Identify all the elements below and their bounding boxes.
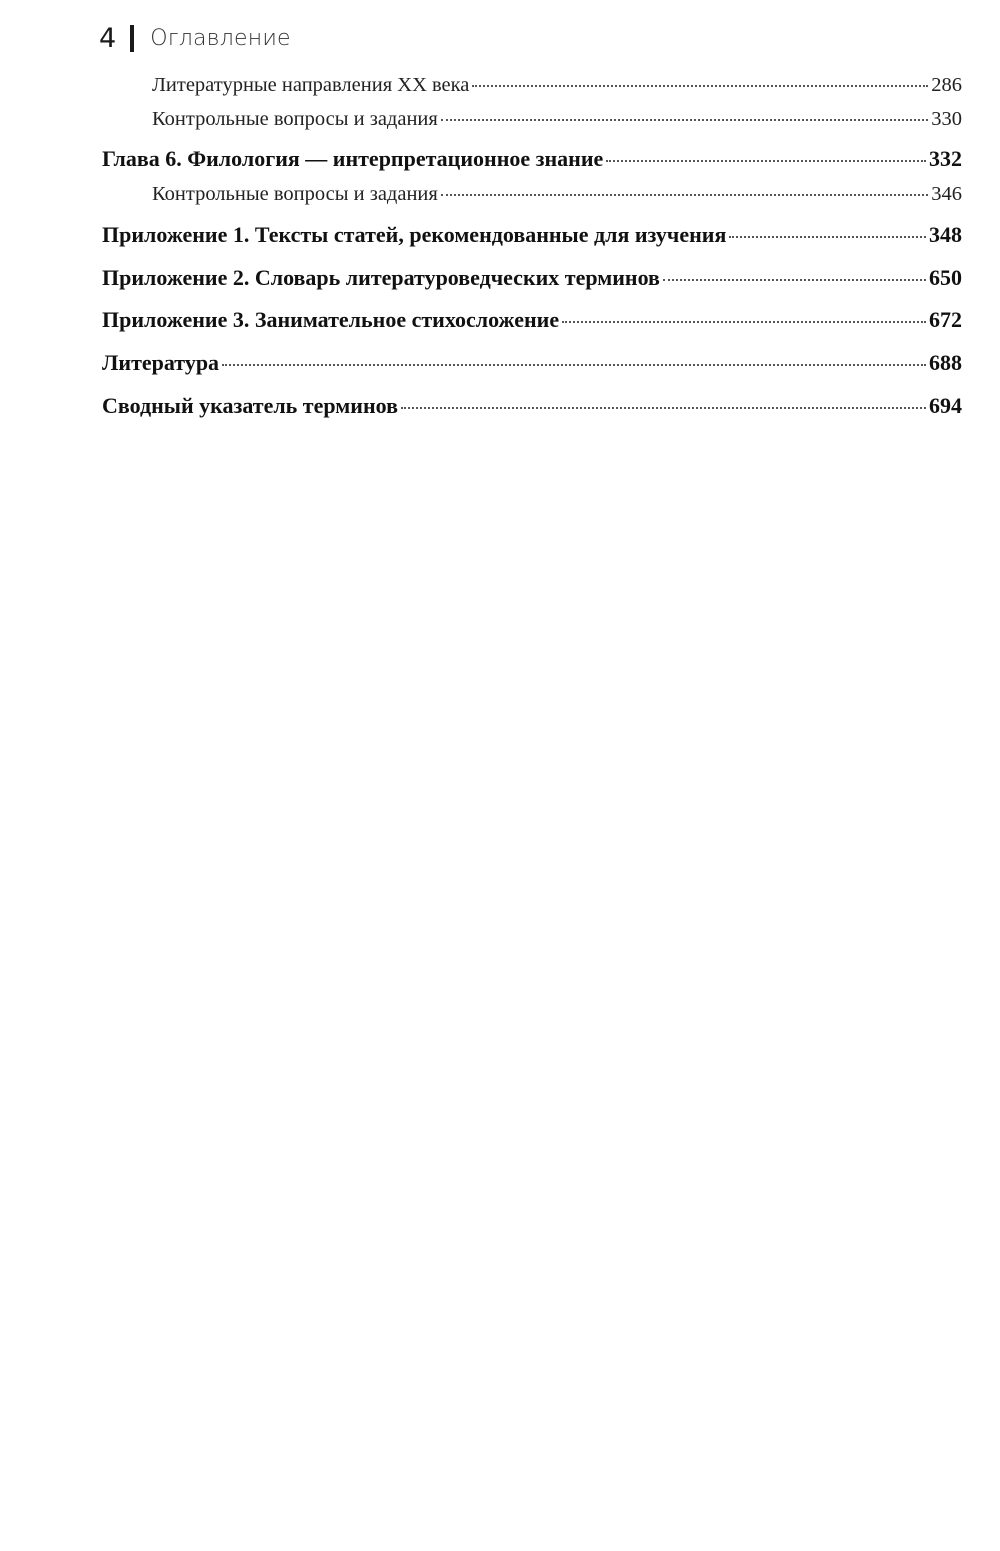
toc-entry-title: Глава 6. Филология — интерпретационное знание [102,146,604,171]
toc-entry[interactable] [102,222,962,248]
toc-entry[interactable] [102,146,962,172]
toc-entry-title: Контрольные вопросы и задания [152,108,438,130]
toc-entry-title: Приложение 3. Занимательное стихосложение [102,307,560,332]
toc-entry-page: 688 [929,350,962,375]
toc-entry-page: 346 [931,183,962,205]
dot-leader [729,235,926,238]
toc-entry-title: Литературные направления XX века [152,74,470,96]
toc-entry-page: 286 [931,74,962,96]
toc-entry[interactable] [102,265,962,291]
dot-leader [562,320,926,323]
dot-leader [401,406,926,409]
toc-entry[interactable] [152,183,962,206]
toc-entry[interactable] [102,393,962,419]
dot-leader [441,118,928,121]
toc-entry[interactable] [152,108,962,131]
toc-entry[interactable] [152,74,962,97]
dot-leader [663,278,926,281]
dot-leader [472,84,928,87]
toc-entry-page: 332 [929,146,962,171]
toc-entry-title: Приложение 1. Тексты статей, рекомендованные для изучения [102,222,727,247]
toc-entry-page: 650 [929,265,962,290]
toc-entry-page: 330 [931,108,962,130]
page-number: 4 [99,22,117,54]
toc-entry-title: Контрольные вопросы и задания [152,183,438,205]
toc-entry[interactable] [102,307,962,333]
toc-entry-page: 348 [929,222,962,247]
header-divider [130,25,134,52]
running-head [99,18,291,58]
toc-entry-title: Литература [102,350,220,375]
section-title: Оглавление [150,25,291,51]
dot-leader [606,159,926,162]
toc-entry[interactable] [102,350,962,376]
dot-leader [222,363,926,366]
toc-entry-page: 694 [929,393,962,418]
toc-entry-page: 672 [929,307,962,332]
toc-entry-title: Приложение 2. Словарь литературоведческих терминов [102,265,660,290]
toc-entry-title: Сводный указатель терминов [102,393,398,418]
dot-leader [441,193,928,196]
